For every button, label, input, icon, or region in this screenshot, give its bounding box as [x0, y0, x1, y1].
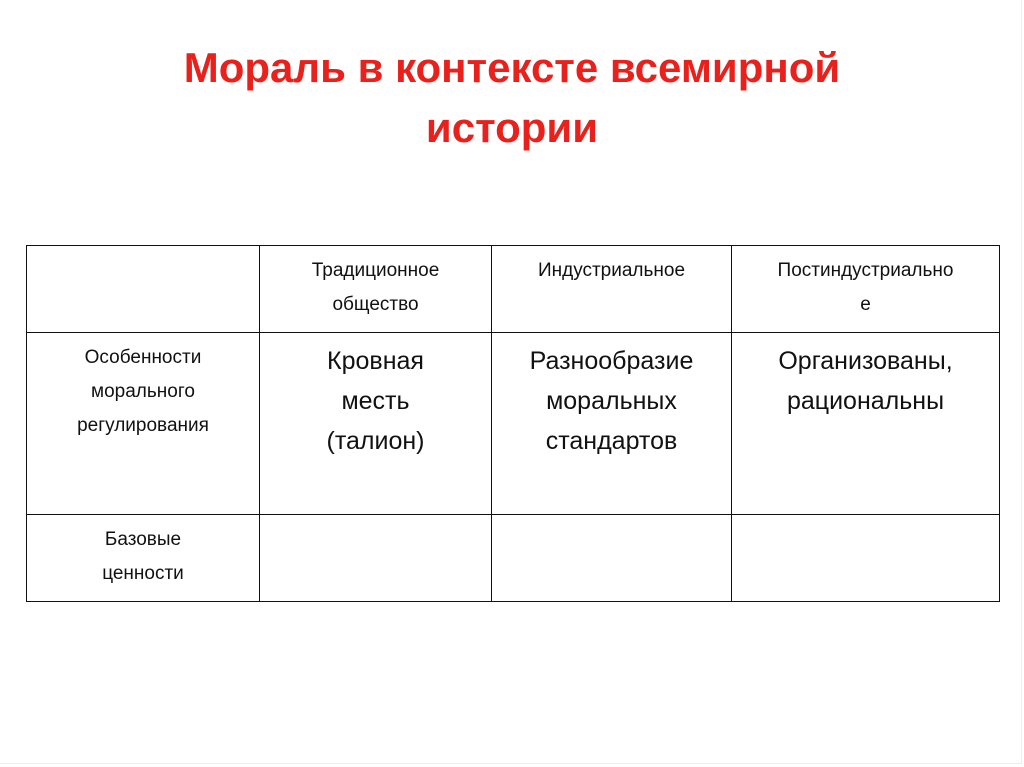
row-label: Базовые ценности: [27, 515, 260, 602]
title-line-1: Мораль в контексте всемирной: [183, 44, 841, 91]
row-label: Особенности морального регулирования: [27, 333, 260, 515]
table-cell: [492, 515, 732, 602]
slide-title: [0, 38, 1024, 158]
header-traditional: Традиционное общество: [260, 246, 492, 333]
table-cell: [260, 515, 492, 602]
header-industrial: Индустриальное: [492, 246, 732, 333]
table-row: [27, 515, 1000, 602]
header-post-part-a: Постиндустриально: [777, 260, 954, 281]
table-cell: Кровная месть (талион): [260, 333, 492, 515]
header-postindustrial: [732, 246, 1000, 333]
table-cell: Организованы, рациональны: [732, 333, 1000, 515]
table-cell: [732, 515, 1000, 602]
comparison-table: [26, 245, 1000, 602]
table-row: [27, 333, 1000, 515]
header-post-part-b: е: [860, 294, 871, 315]
table-cell: Разнообразие моральных стандартов: [492, 333, 732, 515]
table-header-row: [27, 246, 1000, 333]
title-line-2: истории: [425, 104, 599, 151]
header-empty-cell: [27, 246, 260, 333]
